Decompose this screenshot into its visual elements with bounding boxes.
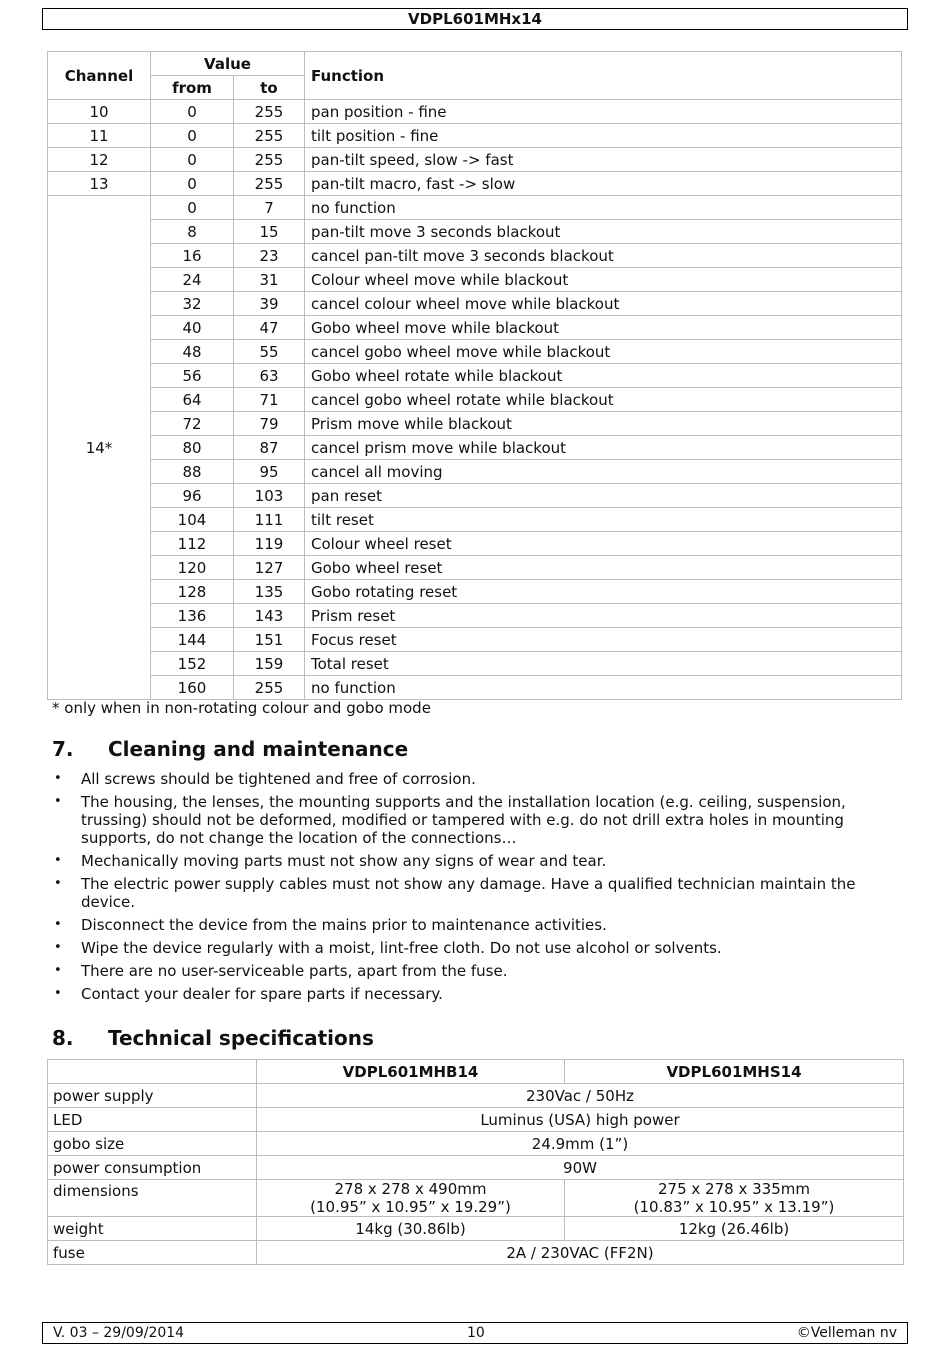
bullet-icon: • bbox=[54, 940, 62, 955]
function-cell: Gobo wheel reset bbox=[305, 556, 902, 580]
spec-value-b14 bbox=[257, 1180, 565, 1217]
to-cell: 39 bbox=[234, 292, 305, 316]
to-cell: 87 bbox=[234, 436, 305, 460]
section-number: 8. bbox=[52, 1026, 74, 1050]
footer-page-number: 10 bbox=[467, 1325, 485, 1341]
to-header: to bbox=[234, 76, 305, 100]
table-row bbox=[48, 316, 902, 340]
to-cell: 143 bbox=[234, 604, 305, 628]
dimension-imperial: (10.83” x 10.95” x 13.19”) bbox=[633, 1198, 835, 1216]
function-cell: Colour wheel move while blackout bbox=[305, 268, 902, 292]
bullet-icon: • bbox=[54, 876, 62, 891]
table-row bbox=[48, 148, 902, 172]
section-7-heading bbox=[52, 737, 408, 761]
dmx-channel-table bbox=[47, 51, 902, 700]
bullet-icon: • bbox=[54, 794, 62, 809]
from-cell: 80 bbox=[151, 436, 234, 460]
dimension-metric: 278 x 278 x 490mm bbox=[334, 1180, 487, 1198]
spec-value-s14: 12kg (26.46lb) bbox=[565, 1217, 904, 1241]
to-cell: 23 bbox=[234, 244, 305, 268]
from-cell: 152 bbox=[151, 652, 234, 676]
spec-empty-cell bbox=[48, 1060, 257, 1084]
page-header-title: VDPL601MHx14 bbox=[42, 8, 908, 30]
function-cell: no function bbox=[305, 676, 902, 700]
list-item bbox=[52, 770, 902, 788]
list-item bbox=[52, 852, 902, 870]
table-row bbox=[48, 124, 902, 148]
tech-spec-table bbox=[47, 1059, 904, 1265]
from-cell: 96 bbox=[151, 484, 234, 508]
function-cell: Colour wheel reset bbox=[305, 532, 902, 556]
from-cell: 104 bbox=[151, 508, 234, 532]
from-cell: 32 bbox=[151, 292, 234, 316]
function-cell: Prism move while blackout bbox=[305, 412, 902, 436]
from-cell: 0 bbox=[151, 196, 234, 220]
dmx-table-body bbox=[48, 100, 902, 700]
table-row bbox=[48, 340, 902, 364]
table-row bbox=[48, 172, 902, 196]
to-cell: 111 bbox=[234, 508, 305, 532]
bullet-icon: • bbox=[54, 963, 62, 978]
bullet-text: Contact your dealer for spare parts if necessary. bbox=[81, 985, 443, 1003]
spec-label: gobo size bbox=[48, 1132, 257, 1156]
bullet-text: The electric power supply cables must not show any damage. Have a qualified technician maintain the device. bbox=[81, 875, 856, 911]
function-cell: tilt reset bbox=[305, 508, 902, 532]
table-row bbox=[48, 268, 902, 292]
to-cell: 255 bbox=[234, 676, 305, 700]
from-cell: 16 bbox=[151, 244, 234, 268]
from-cell: 0 bbox=[151, 148, 234, 172]
to-cell: 7 bbox=[234, 196, 305, 220]
channel-cell: 11 bbox=[48, 124, 151, 148]
from-cell: 128 bbox=[151, 580, 234, 604]
table-row bbox=[48, 388, 902, 412]
function-cell: Prism reset bbox=[305, 604, 902, 628]
channel-cell: 12 bbox=[48, 148, 151, 172]
table-row bbox=[48, 100, 902, 124]
bullet-text: All screws should be tightened and free of corrosion. bbox=[81, 770, 476, 788]
function-cell: cancel gobo wheel move while blackout bbox=[305, 340, 902, 364]
function-cell: Focus reset bbox=[305, 628, 902, 652]
function-cell: pan-tilt speed, slow -> fast bbox=[305, 148, 902, 172]
bullet-text: Disconnect the device from the mains prior to maintenance activities. bbox=[81, 916, 607, 934]
function-cell: pan-tilt move 3 seconds blackout bbox=[305, 220, 902, 244]
function-cell: cancel prism move while blackout bbox=[305, 436, 902, 460]
spec-value-s14 bbox=[565, 1180, 904, 1217]
from-cell: 160 bbox=[151, 676, 234, 700]
to-cell: 127 bbox=[234, 556, 305, 580]
to-cell: 159 bbox=[234, 652, 305, 676]
bullet-text: Wipe the device regularly with a moist, lint-free cloth. Do not use alcohol or solvents. bbox=[81, 939, 722, 957]
table-row bbox=[48, 556, 902, 580]
bullet-icon: • bbox=[54, 853, 62, 868]
from-cell: 0 bbox=[151, 100, 234, 124]
maintenance-bullet-list bbox=[52, 770, 902, 1008]
function-cell: Total reset bbox=[305, 652, 902, 676]
section-title: Technical specifications bbox=[108, 1026, 374, 1050]
table-row bbox=[48, 484, 902, 508]
function-cell: no function bbox=[305, 196, 902, 220]
to-cell: 95 bbox=[234, 460, 305, 484]
from-cell: 24 bbox=[151, 268, 234, 292]
spec-label: weight bbox=[48, 1217, 257, 1241]
table-row bbox=[48, 676, 902, 700]
table-row bbox=[48, 532, 902, 556]
function-cell: cancel pan-tilt move 3 seconds blackout bbox=[305, 244, 902, 268]
from-cell: 48 bbox=[151, 340, 234, 364]
table-row bbox=[48, 580, 902, 604]
table-row bbox=[48, 292, 902, 316]
spec-label: dimensions bbox=[48, 1180, 257, 1217]
bullet-text: Mechanically moving parts must not show any signs of wear and tear. bbox=[81, 852, 607, 870]
from-cell: 0 bbox=[151, 172, 234, 196]
to-cell: 71 bbox=[234, 388, 305, 412]
channel-cell: 14* bbox=[48, 196, 151, 700]
function-cell: Gobo wheel rotate while blackout bbox=[305, 364, 902, 388]
from-cell: 88 bbox=[151, 460, 234, 484]
table-row bbox=[48, 412, 902, 436]
table-row bbox=[48, 604, 902, 628]
to-cell: 103 bbox=[234, 484, 305, 508]
table-row bbox=[48, 652, 902, 676]
to-cell: 255 bbox=[234, 172, 305, 196]
to-cell: 15 bbox=[234, 220, 305, 244]
table-row bbox=[48, 628, 902, 652]
table-row bbox=[48, 244, 902, 268]
function-cell: cancel all moving bbox=[305, 460, 902, 484]
spec-value: 230Vac / 50Hz bbox=[257, 1084, 904, 1108]
function-cell: pan-tilt macro, fast -> slow bbox=[305, 172, 902, 196]
channel-header: Channel bbox=[48, 52, 151, 100]
spec-label: fuse bbox=[48, 1241, 257, 1265]
table-row bbox=[48, 460, 902, 484]
from-cell: 8 bbox=[151, 220, 234, 244]
from-cell: 112 bbox=[151, 532, 234, 556]
from-cell: 40 bbox=[151, 316, 234, 340]
to-cell: 63 bbox=[234, 364, 305, 388]
function-cell: pan reset bbox=[305, 484, 902, 508]
to-cell: 31 bbox=[234, 268, 305, 292]
function-cell: Gobo wheel move while blackout bbox=[305, 316, 902, 340]
footer-version: V. 03 – 29/09/2014 bbox=[53, 1325, 185, 1341]
dimension-metric: 275 x 278 x 335mm bbox=[658, 1180, 810, 1198]
channel-cell: 10 bbox=[48, 100, 151, 124]
bullet-text: There are no user-serviceable parts, apart from the fuse. bbox=[81, 962, 508, 980]
value-header: Value bbox=[151, 52, 305, 76]
bullet-icon: • bbox=[54, 771, 62, 786]
list-item bbox=[52, 875, 902, 911]
function-cell: tilt position - fine bbox=[305, 124, 902, 148]
from-cell: 144 bbox=[151, 628, 234, 652]
section-title: Cleaning and maintenance bbox=[108, 737, 409, 761]
function-header: Function bbox=[305, 52, 902, 100]
table-row bbox=[48, 508, 902, 532]
section-8-heading bbox=[52, 1026, 374, 1050]
list-item bbox=[52, 793, 902, 847]
spec-value: 24.9mm (1”) bbox=[257, 1132, 904, 1156]
function-cell: cancel gobo wheel rotate while blackout bbox=[305, 388, 902, 412]
bullet-icon: • bbox=[54, 986, 62, 1001]
model-header-b14: VDPL601MHB14 bbox=[257, 1060, 565, 1084]
spec-value-b14: 14kg (30.86lb) bbox=[257, 1217, 565, 1241]
from-cell: 64 bbox=[151, 388, 234, 412]
to-cell: 151 bbox=[234, 628, 305, 652]
channel-cell: 13 bbox=[48, 172, 151, 196]
table-row bbox=[48, 364, 902, 388]
table-row bbox=[48, 196, 902, 220]
to-cell: 255 bbox=[234, 148, 305, 172]
list-item bbox=[52, 962, 902, 980]
to-cell: 119 bbox=[234, 532, 305, 556]
from-cell: 72 bbox=[151, 412, 234, 436]
bullet-icon: • bbox=[54, 917, 62, 932]
list-item bbox=[52, 916, 902, 934]
dimension-imperial: (10.95” x 10.95” x 19.29”) bbox=[310, 1198, 511, 1216]
to-cell: 255 bbox=[234, 124, 305, 148]
table-row bbox=[48, 436, 902, 460]
spec-label: power consumption bbox=[48, 1156, 257, 1180]
to-cell: 255 bbox=[234, 100, 305, 124]
spec-label: power supply bbox=[48, 1084, 257, 1108]
spec-value: 2A / 230VAC (FF2N) bbox=[257, 1241, 904, 1265]
section-number: 7. bbox=[52, 737, 74, 761]
footer-copyright: ©Velleman nv bbox=[796, 1325, 897, 1341]
from-cell: 136 bbox=[151, 604, 234, 628]
table-footnote: * only when in non-rotating colour and gobo mode bbox=[52, 699, 431, 717]
spec-value: 90W bbox=[257, 1156, 904, 1180]
list-item bbox=[52, 939, 902, 957]
table-row bbox=[48, 220, 902, 244]
from-cell: 0 bbox=[151, 124, 234, 148]
page-footer bbox=[42, 1322, 908, 1344]
from-cell: 120 bbox=[151, 556, 234, 580]
to-cell: 79 bbox=[234, 412, 305, 436]
spec-label: LED bbox=[48, 1108, 257, 1132]
function-cell: Gobo rotating reset bbox=[305, 580, 902, 604]
to-cell: 47 bbox=[234, 316, 305, 340]
from-cell: 56 bbox=[151, 364, 234, 388]
spec-value: Luminus (USA) high power bbox=[257, 1108, 904, 1132]
bullet-text: The housing, the lenses, the mounting supports and the installation location (e.g. ceiling, suspension, trussing) should not be deformed, modified or tampered with e.g. do not drill extra holes in mounting supports, do not change the location of the connections… bbox=[81, 793, 846, 847]
to-cell: 55 bbox=[234, 340, 305, 364]
from-header: from bbox=[151, 76, 234, 100]
function-cell: cancel colour wheel move while blackout bbox=[305, 292, 902, 316]
function-cell: pan position - fine bbox=[305, 100, 902, 124]
model-header-s14: VDPL601MHS14 bbox=[565, 1060, 904, 1084]
list-item bbox=[52, 985, 902, 1003]
to-cell: 135 bbox=[234, 580, 305, 604]
